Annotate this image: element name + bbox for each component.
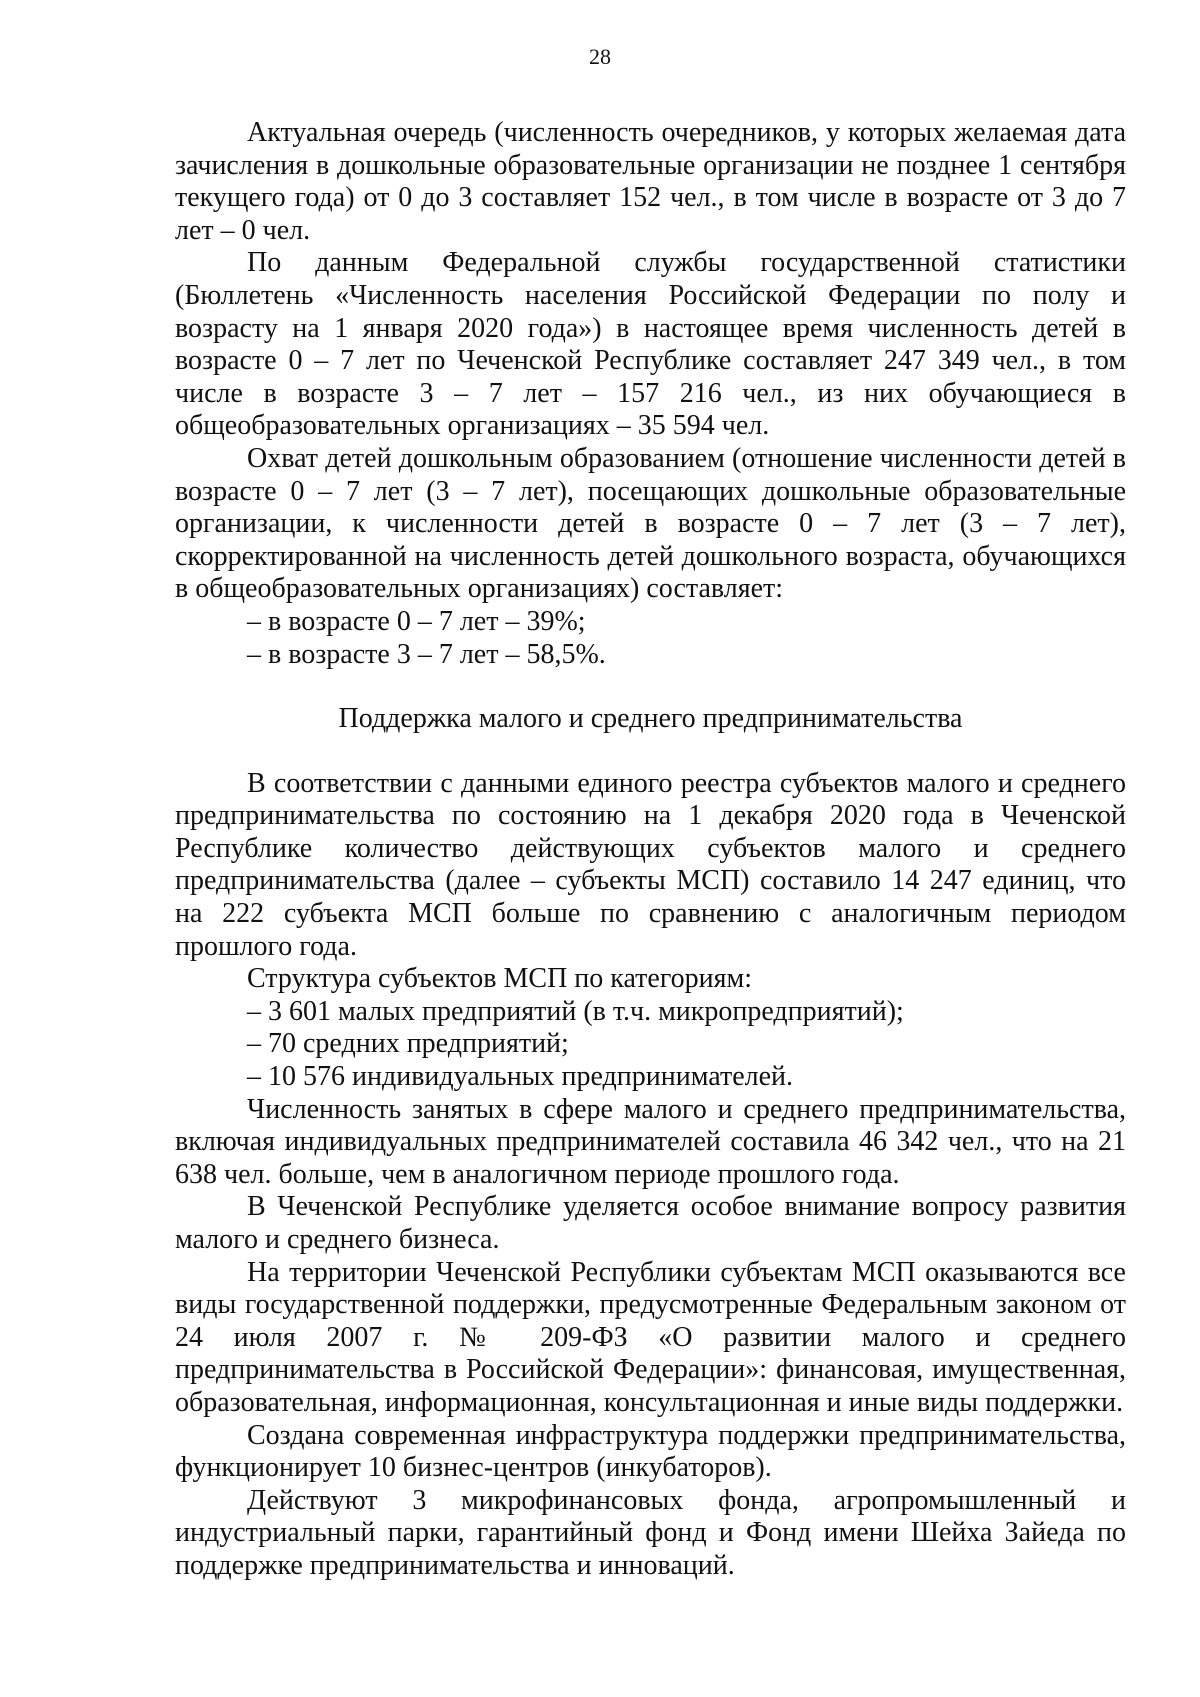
list-item-coverage-0-7: – в возрасте 0 – 7 лет – 39%;: [247, 605, 586, 637]
page-number: 28: [589, 44, 611, 69]
paragraph-sme-attention: В Чеченской Республике уделяется особое внимание вопросу развития малого и среднего бизнеса.: [175, 1191, 1126, 1255]
paragraph-statistics: По данным Федеральной службы государственной статистики (Бюллетень «Численность населения Российской Федерации по полу и возрасту на 1 января 2020 года») в настоящее время численность детей в возрасте 0 – 7 лет по Чеченской Республике составляет 247 349 чел., в том числе в возрасте 3 – 7 лет – 157 216 чел., из них обучающиеся в общеобразовательных организациях – 35 594 чел.: [175, 247, 1126, 442]
paragraph-sme-infrastructure: Создана современная инфраструктура поддержки предпринимательства, функционирует 10 бизнес-центров (инкубаторов).: [175, 1419, 1126, 1484]
section-heading-sme: Поддержка малого и среднего предпринимательства: [338, 703, 963, 735]
list-item-coverage-3-7: – в возрасте 3 – 7 лет – 58,5%.: [247, 638, 606, 670]
document-body: [175, 117, 1126, 1583]
paragraph-coverage: Охват детей дошкольным образованием (отношение численности детей в возрасте 0 – 7 лет (3 – 7 лет), посещающих дошкольные образовательные организации, к численности детей в возрасте 0 – 7 лет (3 – 7 лет), скорректированной на численность детей дошкольного возраста, обучающихся в общеобразовательных организациях) составляет:: [175, 442, 1126, 605]
list-item-small-enterprises: – 3 601 малых предприятий (в т.ч. микропредприятий);: [247, 995, 904, 1027]
paragraph-queue: Актуальная очередь (численность очередников, у которых желаемая дата зачисления в дошкольные образовательные организации не позднее 1 сентября текущего года) от 0 до 3 составляет 152 чел., в том числе в возрасте от 3 до 7 лет – 0 чел.: [175, 117, 1126, 246]
paragraph-sme-employment: Численность занятых в сфере малого и среднего предпринимательства, включая индивидуальных предпринимателей составила 46 342 чел., что на 21 638 чел. больше, чем в аналогичном периоде прошлого года.: [175, 1093, 1126, 1190]
list-item-medium-enterprises: – 70 средних предприятий;: [247, 1028, 569, 1060]
paragraph-sme-registry: В соответствии с данными единого реестра субъектов малого и среднего предпринимательства по состоянию на 1 декабря 2020 года в Чеченской Республике количество действующих субъектов малого и среднего предпринимательства (далее – субъекты МСП) составило 14 247 единиц, что на 222 субъекта МСП больше по сравнению с аналогичным периодом прошлого года.: [175, 767, 1126, 962]
paragraph-sme-structure: Структура субъектов МСП по категориям:: [247, 963, 752, 995]
paragraph-sme-funds: Действуют 3 микрофинансовых фонда, агропромышленный и индустриальный парки, гарантийный фонд и Фонд имени Шейха Зайеда по поддержке предпринимательства и инноваций.: [175, 1484, 1126, 1581]
list-item-entrepreneurs: – 10 576 индивидуальных предпринимателей.: [247, 1061, 793, 1093]
paragraph-sme-support: На территории Чеченской Республики субъектам МСП оказываются все виды государственной поддержки, предусмотренные Федеральным законом от 24 июля 2007 г. № 209-ФЗ «О развитии малого и среднего предпринимательства в Российской Федерации»: финансовая, имущественная, образовательная, информационная, консультационная и иные виды поддержки.: [175, 1256, 1126, 1418]
